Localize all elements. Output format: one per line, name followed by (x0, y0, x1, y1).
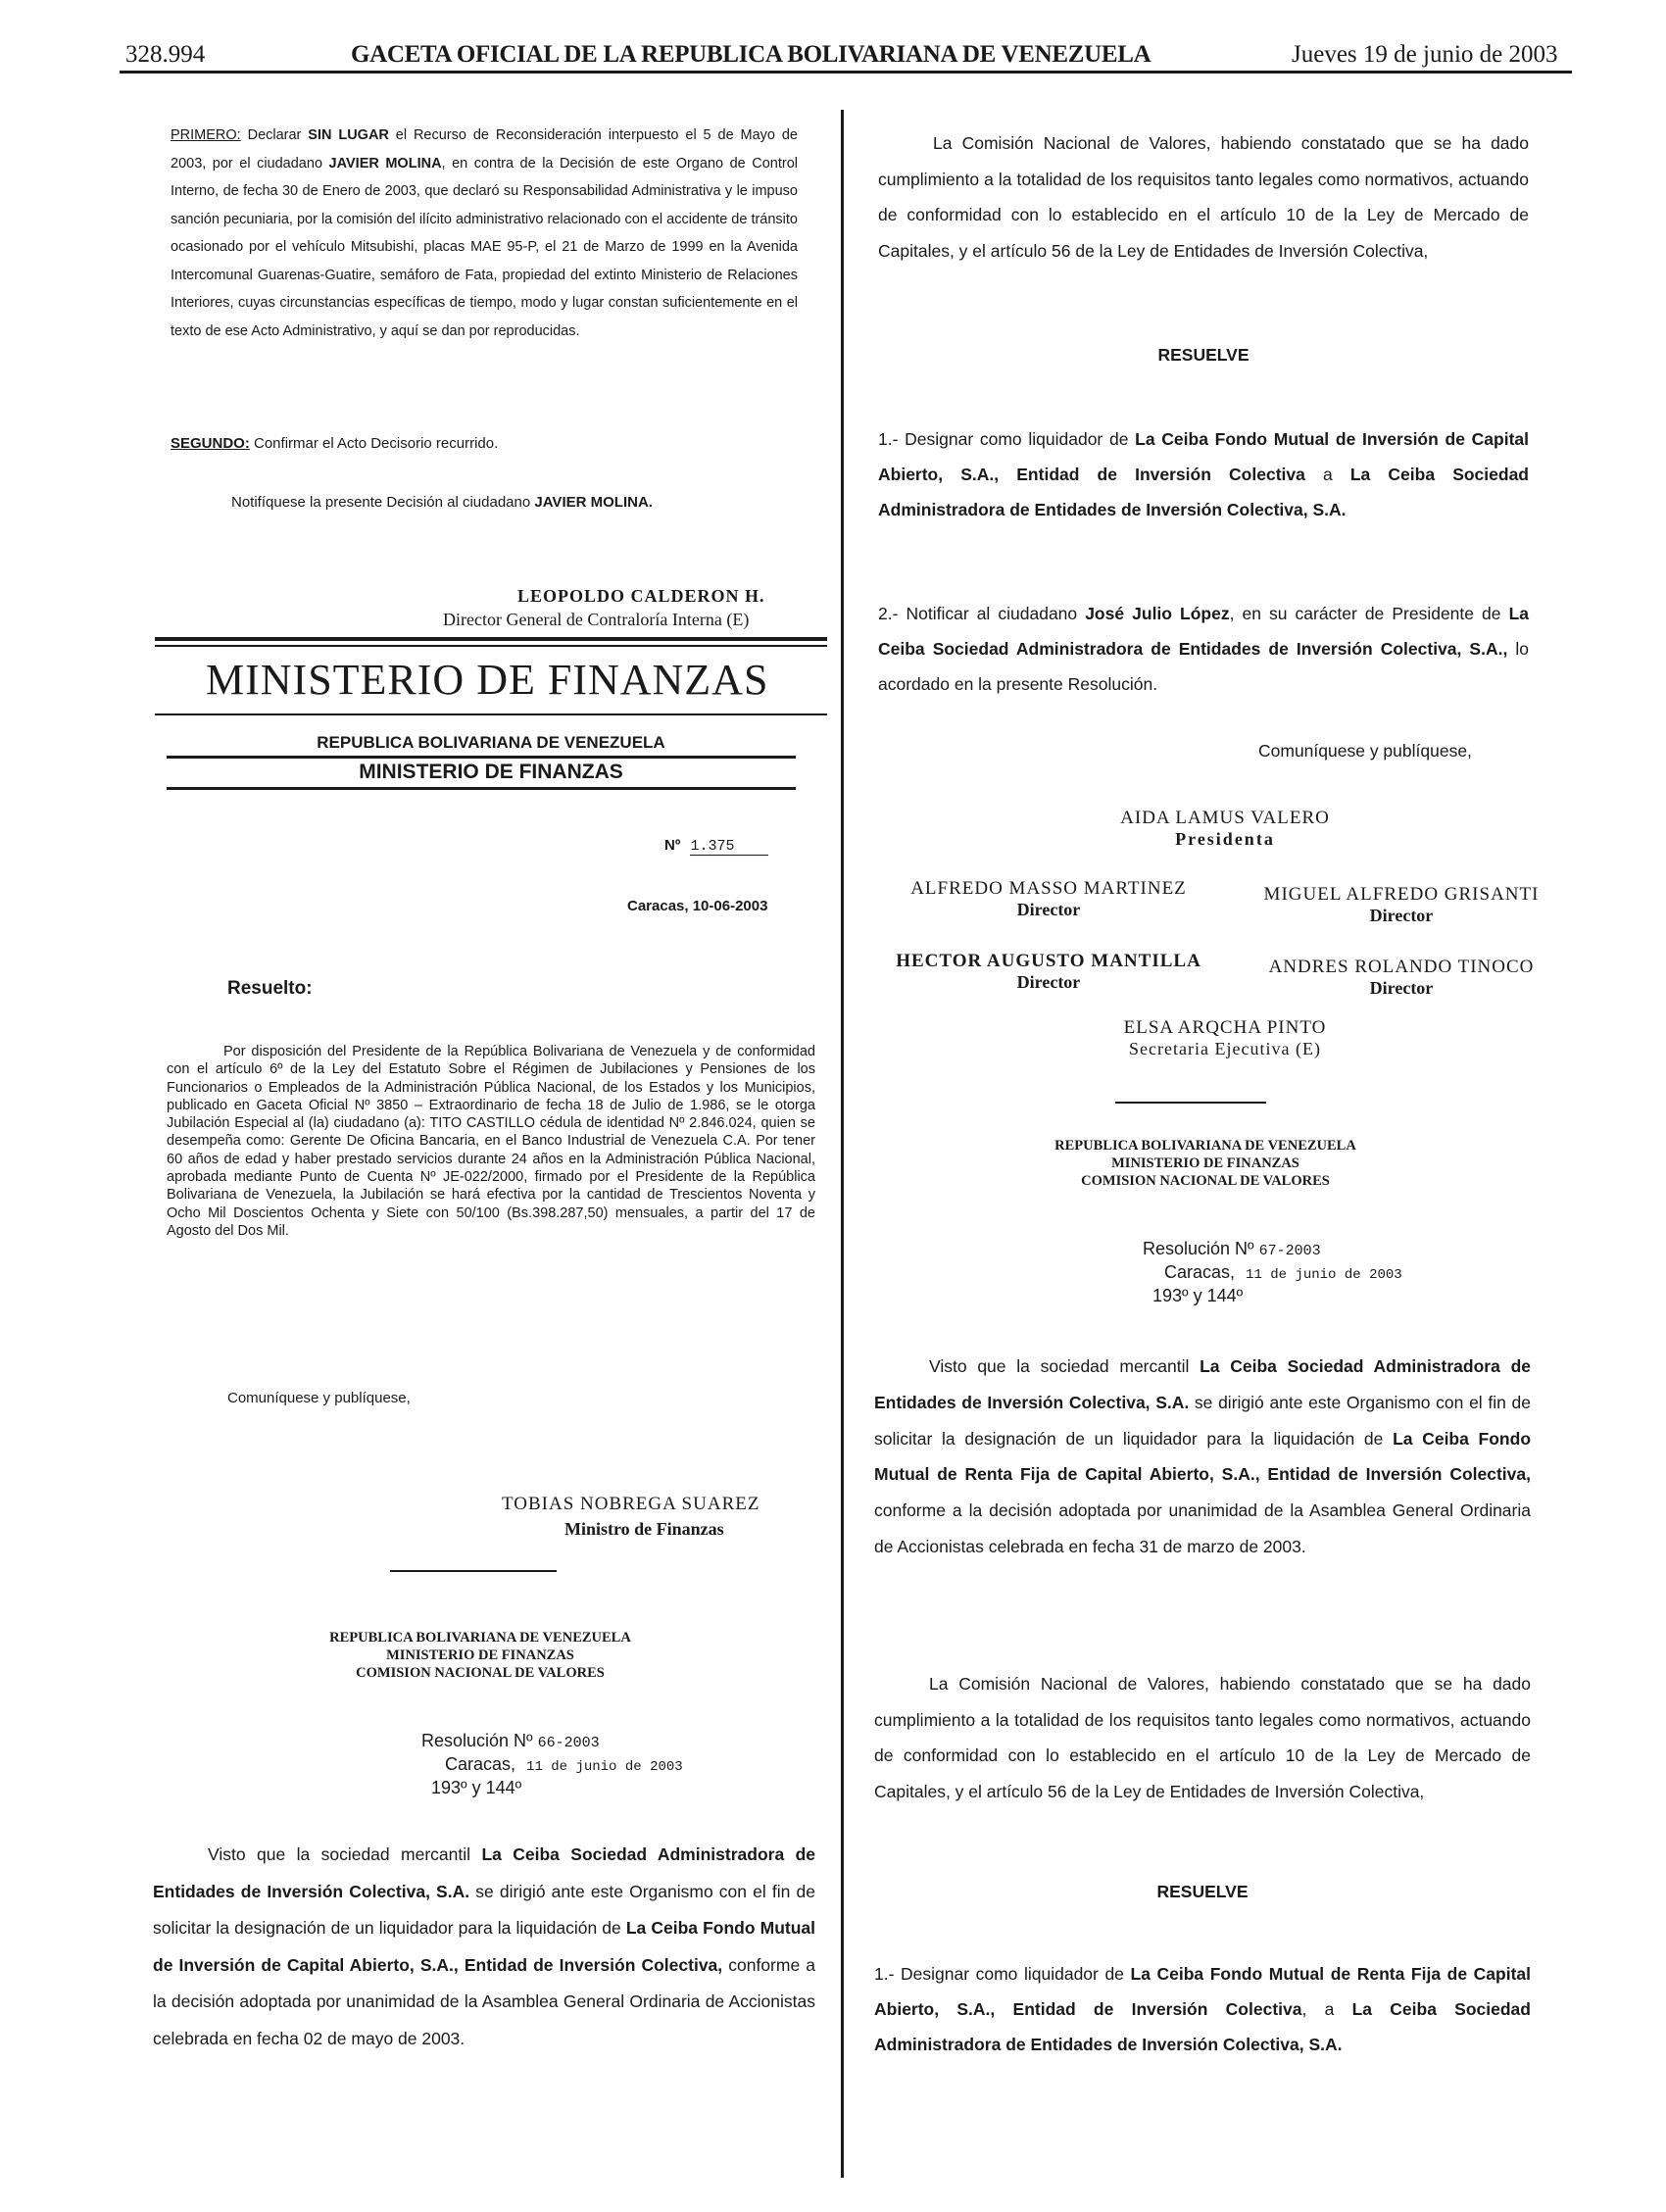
page-number: 328.994 (125, 41, 206, 68)
signer-director-grisanti: MIGUEL ALFREDO GRISANTI Director (1263, 884, 1540, 925)
visto-67-paragraph: Visto que la sociedad mercantil La Ceiba Sociedad Administradora de Entidades de Inversión Colectiva, S.A. se dirigió ante este Organismo con el fin de solicitar la designación de un liquidador para la liquidación de La Ceiba Fondo Mutual de Renta Fija de Capital Abierto, S.A., Entidad de Inversión Colectiva, conforme a la decisión adoptada por unanimidad de la Asamblea General Ordinaria de Accionistas celebrada en fecha 31 de marzo de 2003. (874, 1356, 1532, 1556)
resuelve-66: RESUELVE (1157, 345, 1250, 365)
visto-66-fund: La Ceiba Fondo Mutual de Inversión de Capital Abierto, S.A., Entidad de Inversión Colectiva, (153, 1918, 815, 1975)
cnv-heading-66: REPUBLICA BOLIVARIANA DE VENEZUELA MINISTERIO DE FINANZAS COMISION NACIONAL DE VALORES (329, 1630, 631, 1681)
visto-67-company: La Ceiba Sociedad Administradora de Entidades de Inversión Colectiva, S.A. (874, 1356, 1531, 1412)
ministry-rule-top (155, 637, 827, 641)
ministry-title: MINISTERIO DE FINANZAS (206, 656, 769, 704)
resolution-place-date: Caracas, 10-06-2003 (627, 898, 768, 914)
ministry-underline (167, 787, 796, 790)
jubilacion-body: Por disposición del Presidente de la República Bolivariana de Venezuela y de conformidad con el artículo 6º de la Ley del Estatuto Sobre el Régimen de Jubilaciones y Pensiones de los Funcionarios o Empleados de la Administración Pública Nacional, de los Estados y los Municipios, publicado en Gaceta Oficial Nº 3850 – Extraordinario de fecha 18 de Julio de 1.986, se le otorga Jubilación Especial al (la) ciudadano (a): TITO CASTILLO cédula de identidad Nº 2.846.024, quien se desempeña como: Gerente De Oficina Bancaria, en el Banco Industrial de Venezuela C.A. Por tener 60 años de edad y haber prestado servicios durante 24 años en la Administración Pública Nacional, aprobada mediante Punto de Cuenta Nº JE-022/2000, firmado por el Presidente de la República Bolivariana de Venezuela, la Jubilación se hará efectiva por la cantidad de Trescientos Noventa y Ocho Mil Doscientos Ochenta y Siete con 50/100 (Bs.398.287,50) mensuales, a partir del 17 de Agosto del Dos Mil. (167, 1044, 815, 1239)
visto-67-fund: La Ceiba Fondo Mutual de Renta Fija de Capital Abierto, S.A., Entidad de Inversión Colectiva, (874, 1428, 1532, 1485)
republic-heading: REPUBLICA BOLIVARIANA DE VENEZUELA (317, 733, 665, 752)
considering-66-paragraph: La Comisión Nacional de Valores, habiendo constatado que se ha dado cumplimiento a la totalidad de los requisitos tanto legales como normativos, actuando de conformidad con lo establecido en el artículo 10 de la Ley de Mercado de Capitales, y el artículo 56 de la Ley de Entidades de Inversión Colectiva, (878, 133, 1529, 261)
republic-underline (167, 756, 796, 759)
header-rule (120, 71, 1572, 74)
signer-role: Director General de Contraloría Interna (E) (443, 610, 750, 629)
considering-67-paragraph: La Comisión Nacional de Valores, habiendo constatado que se ha dado cumplimiento a la totalidad de los requisitos tanto legales como normativos, actuando de conformidad con lo establecido en el artículo 10 de la Ley de Mercado de Capitales, y el artículo 56 de la Ley de Entidades de Inversión Colectiva, (874, 1674, 1531, 1801)
signer-presidenta: AIDA LAMUS VALERO Presidenta (1120, 808, 1330, 849)
resolution-67-years: 193º y 144º (1152, 1286, 1244, 1305)
resolution-number: Nº 1.375 (664, 837, 768, 856)
resuelto-label: Resuelto: (227, 978, 313, 999)
resolution-number-value: 1.375 (690, 838, 768, 856)
ministry-rule-bottom (155, 713, 827, 715)
appellant-name: JAVIER MOLINA (328, 155, 442, 172)
visto-66-company: La Ceiba Sociedad Administradora de Entidades de Inversión Colectiva, S.A. (153, 1844, 815, 1901)
publication-date: Jueves 19 de junio de 2003 (1292, 41, 1558, 68)
minister-name: TOBIAS NOBREGA SUAREZ (502, 1494, 760, 1514)
comuniquese-left: Comuníquese y publíquese, (227, 1390, 411, 1406)
resolution-67-place-date: Caracas, 11 de junio de 2003 (1164, 1262, 1402, 1283)
primero-paragraph: PRIMERO: Declarar SIN LUGAR el Recurso de Reconsideración interpuesto el 5 de Mayo de 2003, por el ciudadano JAVIER MOLINA, en contra de la Decisión de este Organo de Control Interno, de fecha 30 de Enero de 2003, que declaró su Responsabilidad Administrativa y le impuso sanción pecuniaria, por la comisión del ilícito administrativo relacionado con el accidente de tránsito ocasionado por el vehículo Mitsubishi, placas MAE 95-P, el 21 de Marzo de 1999 en la Avenida Intercomunal Guarenas-Guatire, semáforo de Fata, propiedad del extinto Ministerio de Relaciones Interiores, cuyas circunstancias específicas de tiempo, modo y lugar constan suficientemente en el texto de ese Acto Administrativo, y aquí se dan por reproducidas. (171, 127, 798, 339)
item2-66: 2.- Notificar al ciudadano José Julio López, en su carácter de Presidente de La Ceiba Sociedad Administradora de Entidades de Inversión Colectiva, S.A., lo acordado en la presente Resolución. (878, 604, 1530, 694)
item1-67: 1.- Designar como liquidador de La Ceiba Fondo Mutual de Renta Fija de Capital Abierto, S.A., Entidad de Inversión Colectiva, a La Ceiba Sociedad Administradora de Entidades de Inversión Colectiva, S.A. (874, 1964, 1531, 2054)
signer-name: LEOPOLDO CALDERON H. (517, 586, 765, 606)
cnv-heading-67: REPUBLICA BOLIVARIANA DE VENEZUELA MINISTERIO DE FINANZAS COMISION NACIONAL DE VALORES (1054, 1138, 1356, 1189)
resuelve-67: RESUELVE (1156, 1882, 1249, 1901)
signer-director-masso: ALFREDO MASSO MARTINEZ Director (910, 878, 1187, 919)
separator-right (1115, 1102, 1266, 1104)
publication-title: GACETA OFICIAL DE LA REPUBLICA BOLIVARIANA DE VENEZUELA (351, 41, 1152, 68)
ministry-rule-top-thin (155, 645, 827, 647)
signer-director-mantilla: HECTOR AUGUSTO MANTILLA Director (896, 951, 1201, 992)
item1-66: 1.- Designar como liquidador de La Ceiba Fondo Mutual de Inversión de Capital Abierto, S.A., Entidad de Inversión Colectiva a La Ceiba Sociedad Administradora de Entidades de Inversión Colectiva, S.A. (878, 429, 1529, 519)
minister-role: Ministro de Finanzas (564, 1519, 724, 1539)
separator-left (390, 1570, 557, 1572)
primero-label: PRIMERO: (171, 127, 241, 143)
ministry-heading: MINISTERIO DE FINANZAS (359, 761, 623, 783)
resolution-66-place-date: Caracas, 11 de junio de 2003 (445, 1754, 683, 1775)
segundo-label: SEGUNDO: (171, 435, 250, 452)
notify-name: JAVIER MOLINA. (534, 494, 653, 511)
resolution-66-years: 193º y 144º (431, 1778, 522, 1797)
visto-66-paragraph: Visto que la sociedad mercantil La Ceiba Sociedad Administradora de Entidades de Inversión Colectiva, S.A. se dirigió ante este Organismo con el fin de solicitar la designación de un liquidador para la liquidación de La Ceiba Fondo Mutual de Inversión de Capital Abierto, S.A., Entidad de Inversión Colectiva, conforme a la decisión adoptada por unanimidad de la Asamblea General Ordinaria de Accionistas celebrada en fecha 02 de mayo de 2003. (153, 1844, 816, 2048)
notify-line: Notifíquese la presente Decisión al ciudadano JAVIER MOLINA. (231, 494, 653, 511)
resolution-66-number: Resolución Nº 66-2003 (421, 1731, 600, 1751)
signer-director-tinoco: ANDRES ROLANDO TINOCO Director (1268, 957, 1535, 998)
signer-secretaria: ELSA ARQCHA PINTO Secretaria Ejecutiva (E) (1123, 1017, 1327, 1058)
segundo-paragraph: SEGUNDO: Confirmar el Acto Decisorio recurrido. (171, 435, 499, 452)
sin-lugar: SIN LUGAR (308, 127, 389, 143)
resolution-67-number: Resolución Nº 67-2003 (1143, 1239, 1321, 1259)
column-divider (841, 110, 844, 2178)
comuniquese-right: Comuníquese y publíquese, (1258, 741, 1472, 761)
